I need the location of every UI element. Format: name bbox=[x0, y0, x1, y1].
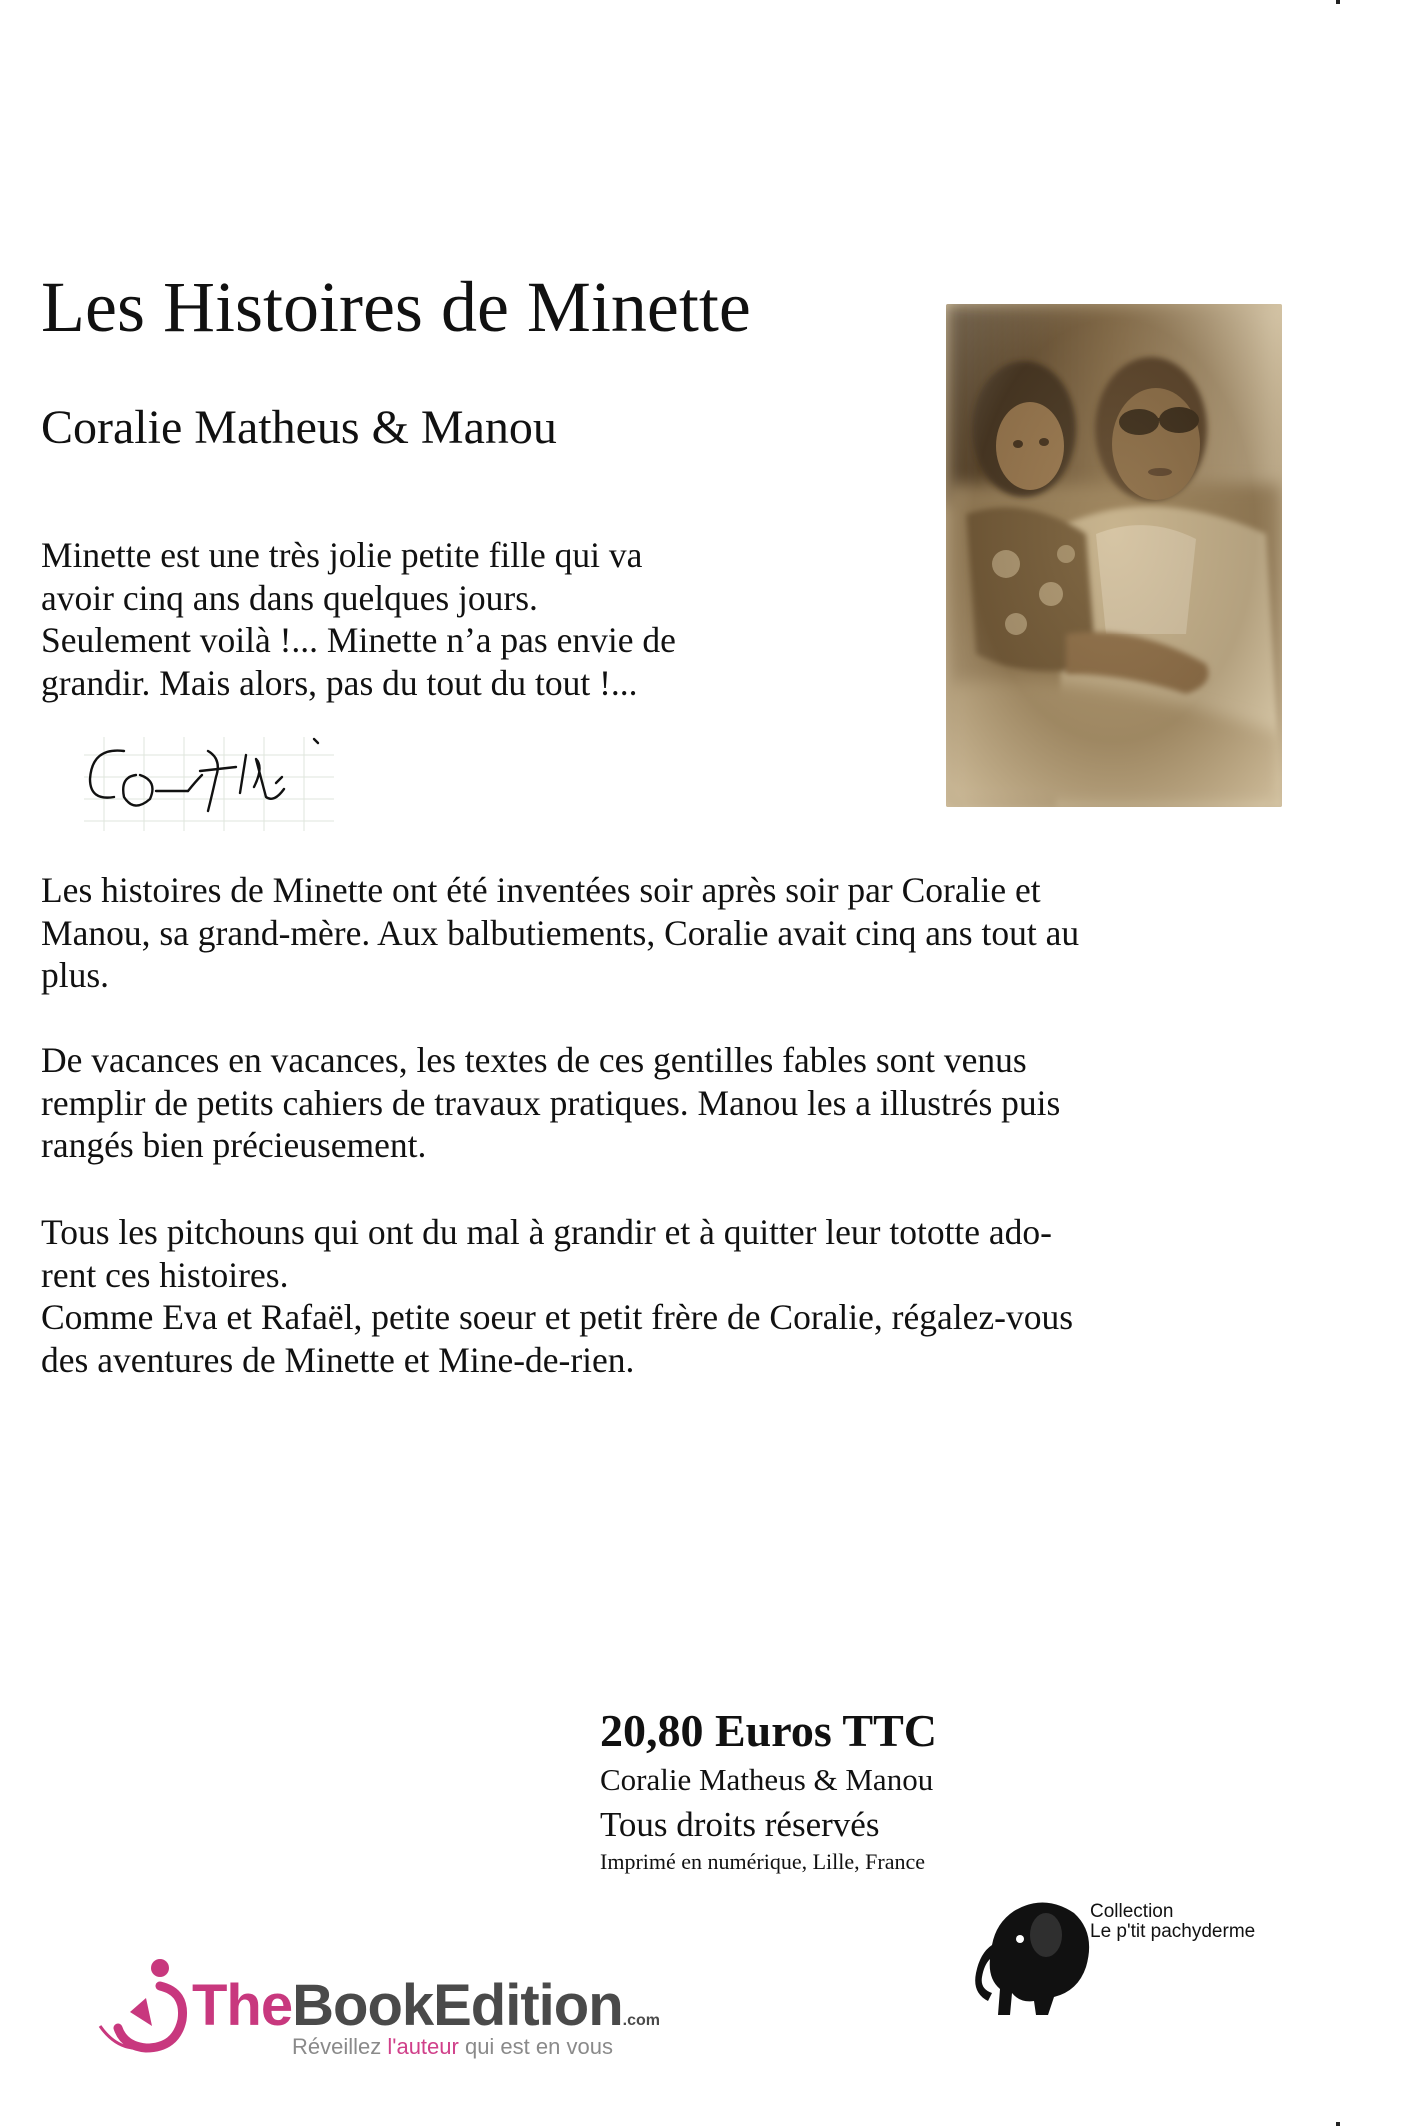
crop-mark bbox=[1336, 2122, 1340, 2126]
intro-paragraph bbox=[41, 534, 941, 704]
story-paragraph bbox=[41, 1211, 1341, 1381]
publisher-name-the: The bbox=[192, 1973, 293, 2038]
text-line: Comme Eva et Rafaël, petite soeur et petit frère de Coralie, régalez-vous bbox=[41, 1297, 1074, 1337]
text-line: rangés bien précieusement. bbox=[41, 1125, 427, 1165]
price-block bbox=[600, 1702, 1200, 1876]
collection-line: Collection bbox=[1090, 1901, 1174, 1922]
text-line: De vacances en vacances, les textes de ces gentilles fables sont venus bbox=[41, 1040, 1027, 1080]
publisher-name-com: .com bbox=[622, 2012, 660, 2029]
tagline-part: Réveillez bbox=[292, 2034, 388, 2059]
book-authors: Coralie Matheus & Manou bbox=[41, 401, 557, 454]
publisher-name-book: BookEdition bbox=[292, 1973, 623, 2038]
text-line: Manou, sa grand-mère. Aux balbutiements, Coralie avait cinq ans tout au bbox=[41, 912, 1080, 953]
book-title: Les Histoires de Minette bbox=[41, 267, 751, 347]
child-signature bbox=[84, 737, 334, 831]
author-photo bbox=[946, 304, 1282, 807]
text-line: grandir. Mais alors, pas du tout du tout !... bbox=[41, 662, 638, 703]
tagline-accent: l'auteur bbox=[387, 2034, 459, 2059]
story-paragraph bbox=[41, 869, 1341, 997]
text-line: plus. bbox=[41, 955, 110, 995]
text-line: avoir cinq ans dans quelques jours. bbox=[41, 577, 538, 618]
rights-notice: Tous droits réservés bbox=[600, 1805, 880, 1844]
collection-line: Le p'tit pachyderme bbox=[1090, 1921, 1256, 1942]
text-line: Minette est une très jolie petite fille qui va bbox=[41, 535, 643, 575]
text-line: des aventures de Minette et Mine-de-rien. bbox=[41, 1339, 635, 1380]
price-label: 20,80 Euros TTC bbox=[600, 1705, 938, 1756]
collection-label bbox=[1090, 1902, 1255, 1942]
elephant-icon bbox=[974, 1893, 1104, 2023]
text-line: Les histoires de Minette ont été inventées soir après soir par Coralie et bbox=[41, 870, 1041, 910]
text-line: rent ces histoires. bbox=[41, 1254, 289, 1295]
tagline-part: qui est en vous bbox=[458, 2034, 613, 2059]
tbe-person-icon bbox=[98, 1956, 188, 2056]
price-authors: Coralie Matheus & Manou bbox=[600, 1762, 934, 1797]
print-info: Imprimé en numérique, Lille, France bbox=[600, 1849, 925, 1874]
crop-mark bbox=[1336, 0, 1340, 4]
publisher-tagline bbox=[292, 2034, 613, 2060]
text-line: remplir de petits cahiers de travaux pratiques. Manou les a illustrés puis bbox=[41, 1082, 1061, 1123]
story-paragraph bbox=[41, 1039, 1341, 1167]
text-line: Tous les pitchouns qui ont du mal à grandir et à quitter leur tototte ado- bbox=[41, 1212, 1053, 1252]
text-line: Seulement voilà !... Minette n’a pas envie de bbox=[41, 620, 676, 660]
